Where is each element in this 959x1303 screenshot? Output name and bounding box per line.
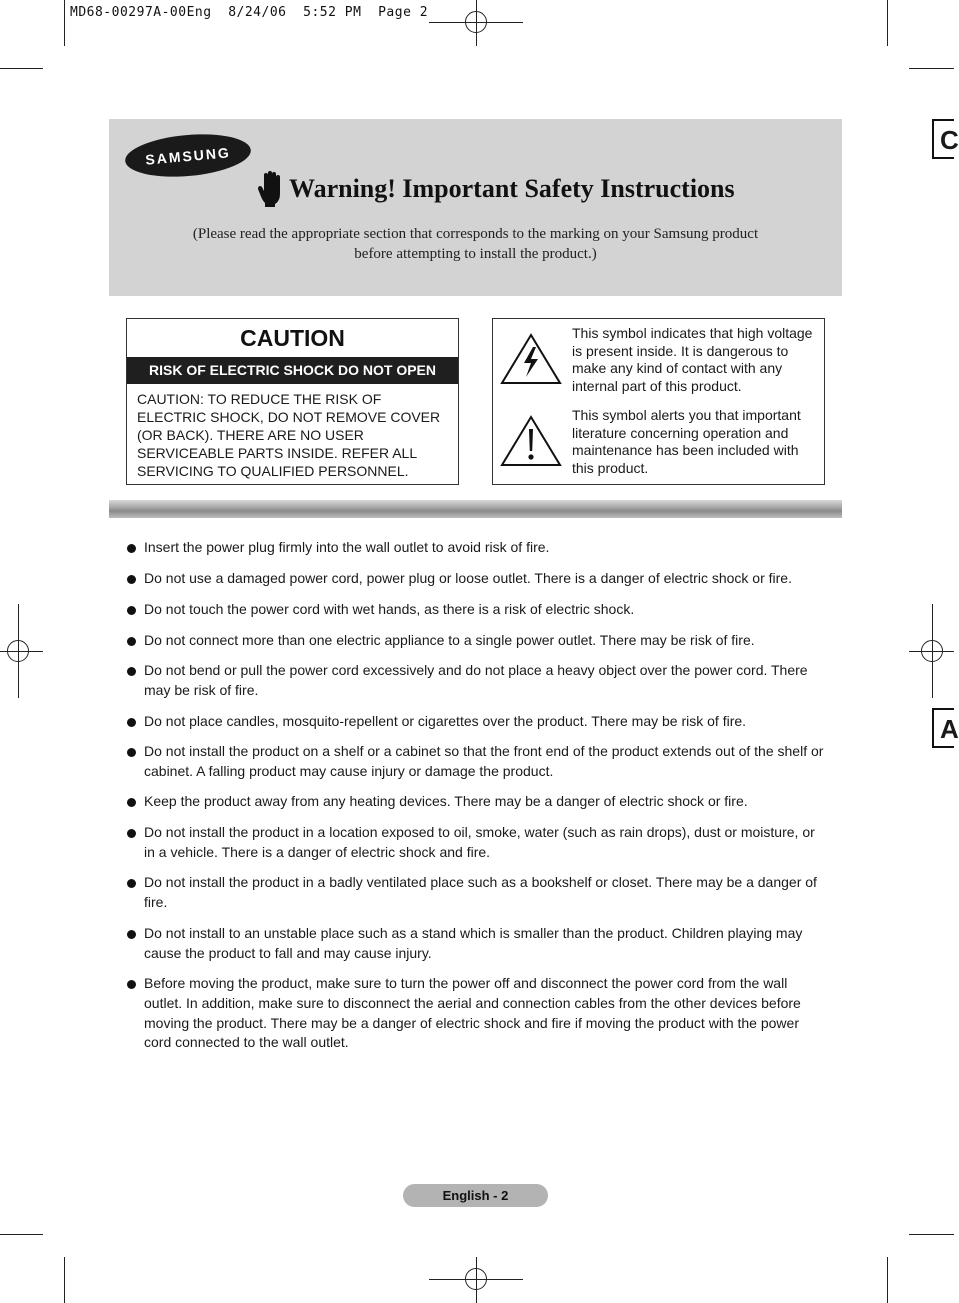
bullet-icon — [127, 718, 136, 727]
registration-mark — [7, 640, 29, 662]
page-title: Warning! Important Safety Instructions — [289, 174, 735, 203]
print-slug: MD68-00297A-00Eng 8/24/06 5:52 PM Page 2 — [70, 5, 429, 20]
caution-title: CAUTION — [240, 325, 345, 351]
list-item — [127, 538, 827, 558]
side-tab: C — [932, 119, 954, 159]
page-number: English - 2 — [403, 1184, 548, 1207]
list-item-text: Do not install the product in a location exposed to oil, smoke, water (such as rain drops), dust or moisture, or in a vehicle. There is a danger of electric shock and fire. — [144, 824, 815, 860]
list-item — [127, 792, 827, 812]
list-item — [127, 974, 827, 1053]
high-voltage-icon — [500, 333, 562, 385]
crop-mark — [64, 0, 65, 46]
crop-mark — [909, 68, 954, 69]
crop-mark — [887, 0, 888, 46]
section-divider — [109, 500, 842, 518]
bullet-icon — [127, 544, 136, 553]
bullet-icon — [127, 829, 136, 838]
registration-mark — [921, 640, 943, 662]
list-item-text: Do not place candles, mosquito-repellent or cigarettes over the product. There may be risk of fire. — [144, 713, 747, 729]
symbol-description: This symbol alerts you that important literature concerning operation and maintenance has been included with this product. — [572, 407, 801, 476]
bullet-icon — [127, 980, 136, 989]
list-item — [127, 712, 827, 732]
symbol-legend-box — [492, 318, 825, 485]
list-item — [127, 823, 827, 863]
bullet-icon — [127, 637, 136, 646]
bullet-icon — [127, 667, 136, 676]
registration-mark — [465, 11, 487, 33]
list-item-text: Do not install the product in a badly ventilated place such as a bookshelf or closet. There may be a danger of fire. — [144, 874, 817, 910]
crop-mark — [887, 1257, 888, 1303]
crop-mark — [0, 68, 43, 69]
hand-warning-icon — [258, 170, 284, 208]
bullet-icon — [127, 879, 136, 888]
logo-text: SAMSUNG — [144, 143, 232, 168]
bullet-icon — [127, 930, 136, 939]
caution-banner: RISK OF ELECTRIC SHOCK DO NOT OPEN — [127, 357, 458, 384]
caution-text: CAUTION: TO REDUCE THE RISK OF ELECTRIC SHOCK, DO NOT REMOVE COVER (OR BACK). THERE ARE NO USER SERVICEABLE PARTS INSIDE. REFER ALL SERVICING TO QUALIFIED PERSONNEL. — [137, 391, 441, 479]
list-item — [127, 661, 827, 701]
list-item — [127, 631, 827, 651]
bullet-icon — [127, 748, 136, 757]
side-tab: A — [932, 708, 954, 748]
list-item — [127, 924, 827, 964]
list-item-text: Do not connect more than one electric appliance to a single power outlet. There may be risk of fire. — [144, 632, 755, 648]
list-item-text: Do not install the product on a shelf or a cabinet so that the front end of the product extends out of the shelf or cabinet. A falling product may cause injury or damage the product. — [144, 743, 824, 779]
bullet-icon — [127, 606, 136, 615]
list-item-text: Before moving the product, make sure to turn the power off and disconnect the power cord from the wall outlet. In addition, make sure to disconnect the aerial and connection cables from the other devices before moving the product. There may be a danger of electric shock and fire if moving the product with the power cord connected to the wall outlet. — [144, 975, 801, 1051]
symbol-description: This symbol indicates that high voltage is present inside. It is dangerous to make any kind of contact with any internal part of this product. — [572, 325, 813, 394]
list-item-text: Insert the power plug firmly into the wall outlet to avoid risk of fire. — [144, 539, 550, 555]
list-item-text: Do not touch the power cord with wet hands, as there is a risk of electric shock. — [144, 601, 635, 617]
list-item-text: Do not use a damaged power cord, power plug or loose outlet. There is a danger of electric shock or fire. — [144, 570, 792, 586]
crop-mark — [0, 1234, 43, 1235]
registration-mark — [465, 1268, 487, 1290]
subtitle-line: before attempting to install the product.) — [354, 246, 597, 262]
bullet-icon — [127, 575, 136, 584]
bullet-icon — [127, 798, 136, 807]
list-item — [127, 873, 827, 913]
caution-box — [126, 318, 459, 485]
subtitle-line: (Please read the appropriate section that corresponds to the marking on your Samsung product — [192, 226, 759, 242]
page-subtitle — [109, 224, 842, 264]
list-item-text: Keep the product away from any heating devices. There may be a danger of electric shock or fire. — [144, 793, 748, 809]
list-item — [127, 742, 827, 782]
list-item — [127, 600, 827, 620]
crop-mark — [909, 1234, 954, 1235]
exclamation-warning-icon — [500, 415, 562, 467]
crop-mark — [64, 1257, 65, 1303]
list-item-text: Do not install to an unstable place such as a stand which is smaller than the product. Children playing may cause the product to fall and may cause injury. — [144, 925, 803, 961]
list-item — [127, 569, 827, 589]
list-item-text: Do not bend or pull the power cord excessively and do not place a heavy object over the power cord. There may be risk of fire. — [144, 662, 808, 698]
